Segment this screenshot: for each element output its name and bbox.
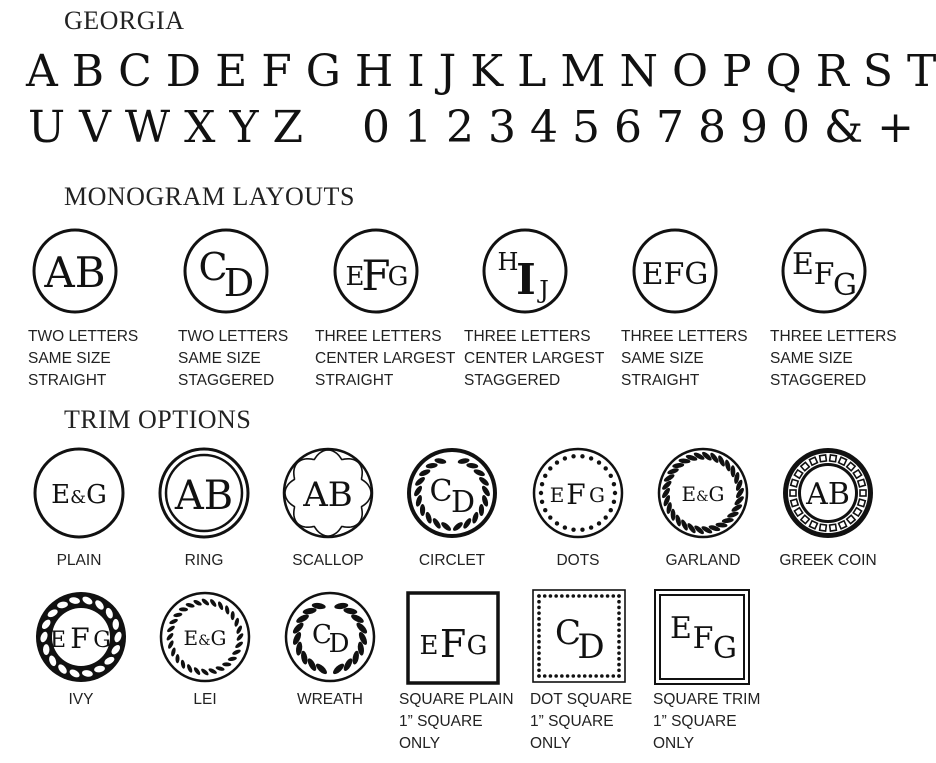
svg-text:J: J	[539, 276, 549, 304]
dot-ornament	[548, 466, 552, 470]
dot-ornament	[571, 528, 575, 532]
layout-caption: TWO LETTERS SAME SIZE STRAIGHT	[28, 328, 139, 389]
trim-garland-seal[interactable]	[656, 446, 750, 540]
glyph: J	[438, 46, 457, 97]
leaf-ornament	[186, 663, 193, 673]
glyph: 6	[614, 102, 642, 153]
layout-three-center-straight-seal[interactable]	[333, 228, 419, 314]
dot-ornament	[537, 606, 541, 610]
dot-ornament	[537, 640, 541, 644]
glyph: 5	[572, 102, 600, 153]
glyph: X	[184, 102, 216, 153]
leaf-ornament	[314, 662, 328, 676]
svg-text:G: G	[93, 628, 111, 653]
svg-text:E: E	[345, 262, 365, 292]
leaf-ornament	[224, 605, 230, 615]
svg-text:E&G: E&G	[51, 480, 107, 510]
glyph: W	[124, 102, 171, 153]
dot-ornament	[549, 594, 553, 598]
glyph: V	[79, 102, 111, 153]
trim-caption: SQUARE TRIM 1” SQUARE ONLY	[653, 691, 761, 752]
dot-ornament	[617, 606, 621, 610]
trim-caption: DOT SQUARE 1” SQUARE ONLY	[530, 691, 633, 752]
dot-ornament	[594, 594, 598, 598]
glyph: L	[517, 46, 547, 97]
dot-ornament	[540, 500, 544, 504]
leaf-ornament	[180, 659, 186, 669]
svg-text:EFG: EFG	[641, 257, 709, 292]
layout-three-same-staggered-seal[interactable]	[781, 228, 867, 314]
layout-caption: THREE LETTERS SAME SIZE STRAIGHT	[621, 328, 748, 389]
leaf-ornament	[200, 668, 210, 677]
dot-ornament	[589, 456, 593, 460]
trim-dots-seal[interactable]	[531, 446, 625, 540]
dot-ornament	[537, 657, 541, 661]
svg-text:AB: AB	[806, 477, 850, 512]
dot-ornament	[617, 657, 621, 661]
leaf-ornament	[672, 462, 684, 468]
dot-ornament	[617, 594, 621, 598]
dot-ornament	[537, 663, 541, 667]
leaf-ornament	[222, 662, 231, 666]
trim-dot-square-seal[interactable]	[531, 588, 627, 684]
dot-ornament	[617, 634, 621, 638]
dot-ornament	[600, 594, 604, 598]
dot-ornament	[539, 491, 543, 495]
glyph: E	[215, 46, 248, 97]
svg-text:F: F	[439, 622, 467, 666]
leaf-ornament	[300, 650, 309, 665]
dot-ornament	[609, 474, 613, 478]
dot-ornament	[589, 674, 593, 678]
dot-ornament	[543, 594, 547, 598]
glyph: Q	[765, 46, 802, 97]
dot-ornament	[617, 628, 621, 632]
svg-text:AB: AB	[174, 473, 234, 519]
leaf-ornament	[671, 509, 676, 521]
dot-ornament	[594, 674, 598, 678]
trim-caption: WREATH	[296, 691, 363, 708]
glyph: H	[354, 46, 394, 97]
trim-options-heading: TRIM OPTIONS	[64, 405, 252, 434]
font-name-heading: GEORGIA	[64, 6, 185, 35]
layout-two-same-staggered-seal[interactable]	[183, 228, 269, 314]
leaf-ornament	[232, 649, 242, 656]
glyph: N	[619, 46, 658, 97]
dot-ornament	[537, 668, 541, 672]
dot-ornament	[609, 508, 613, 512]
trim-plain-seal[interactable]	[32, 446, 126, 540]
trim-greek-coin-seal[interactable]	[781, 446, 875, 540]
svg-text:G: G	[466, 631, 488, 661]
glyph: 7	[656, 102, 684, 153]
dot-ornament	[563, 525, 567, 529]
svg-text:C: C	[312, 620, 332, 650]
leaf-ornament	[169, 618, 179, 625]
dot-ornament	[537, 594, 541, 598]
layout-caption: THREE LETTERS SAME SIZE STAGGERED	[770, 328, 897, 389]
dot-ornament	[617, 663, 621, 667]
glyph: +	[877, 102, 915, 153]
leaf-ornament	[234, 617, 240, 627]
leaf-ornament	[724, 459, 731, 472]
svg-text:G: G	[387, 262, 409, 292]
dot-ornament	[597, 460, 601, 464]
leaf-ornament	[234, 640, 244, 649]
trim-wreath-seal[interactable]	[283, 590, 377, 684]
leaf-ornament	[165, 632, 174, 642]
leaf-ornament	[201, 597, 211, 606]
leaf-ornament	[302, 607, 317, 615]
dot-ornament	[560, 594, 564, 598]
glyph: 0	[782, 102, 810, 153]
dot-ornament	[606, 594, 610, 598]
leaf-ornament	[185, 602, 195, 608]
dot-ornament	[537, 617, 541, 621]
glyph: 3	[488, 102, 516, 153]
dot-ornament	[612, 482, 616, 486]
dot-ornament	[577, 674, 581, 678]
svg-text:G: G	[713, 631, 737, 666]
leaf-ornament	[236, 632, 245, 642]
leaf-ornament	[179, 607, 188, 611]
svg-text:E&G: E&G	[681, 482, 725, 506]
glyph: O	[671, 46, 709, 97]
glyph: G	[305, 46, 341, 97]
leaf-ornament	[217, 601, 224, 611]
trim-caption: LEI	[193, 691, 217, 708]
leaf-ornament	[675, 514, 682, 527]
dot-ornament	[537, 651, 541, 655]
glyph: 8	[698, 102, 726, 153]
layout-caption: THREE LETTERS CENTER LARGEST STAGGERED	[464, 328, 605, 389]
svg-text:E: E	[792, 247, 814, 282]
glyph: M	[560, 46, 606, 97]
svg-text:F: F	[566, 478, 586, 511]
dot-ornament	[580, 454, 584, 458]
leaf-ornament	[173, 612, 183, 618]
leaf-ornament	[209, 598, 218, 608]
glyph: P	[722, 46, 752, 97]
dot-ornament	[617, 651, 621, 655]
glyph: Y	[229, 102, 259, 153]
svg-text:G: G	[589, 483, 605, 507]
glyph: R	[815, 46, 849, 97]
dot-ornament	[617, 646, 621, 650]
leaf-ornament	[722, 517, 734, 523]
dot-ornament	[583, 674, 587, 678]
dot-ornament	[580, 528, 584, 532]
dot-ornament	[617, 640, 621, 644]
alphabet-row-2	[28, 102, 303, 153]
dot-ornament	[612, 500, 616, 504]
svg-text:D: D	[223, 261, 255, 305]
dot-ornament	[613, 491, 617, 495]
dot-ornament	[571, 674, 575, 678]
glyph: 0	[362, 102, 390, 153]
trim-caption: DOTS	[556, 552, 600, 569]
dot-ornament	[617, 600, 621, 604]
leaf-ornament	[343, 607, 358, 615]
dot-ornament	[603, 466, 607, 470]
dot-ornament	[606, 674, 610, 678]
dot-ornament	[566, 594, 570, 598]
dot-ornament	[617, 617, 621, 621]
dot-ornament	[540, 482, 544, 486]
svg-text:D: D	[577, 627, 605, 667]
layout-two-same-straight-seal[interactable]	[32, 228, 118, 314]
dot-ornament	[611, 594, 615, 598]
dot-ornament	[611, 674, 615, 678]
leaf-ornament	[331, 662, 345, 676]
monogram-layouts-heading: MONOGRAM LAYOUTS	[64, 182, 355, 211]
glyph: A	[26, 46, 58, 97]
dot-ornament	[589, 525, 593, 529]
glyph: S	[862, 46, 894, 97]
svg-text:C: C	[429, 474, 453, 509]
trim-ivy-seal[interactable]	[34, 590, 128, 684]
dot-ornament	[571, 594, 575, 598]
dot-ornament	[617, 611, 621, 615]
leaf-ornament	[730, 465, 735, 477]
trim-ring-seal[interactable]	[157, 446, 251, 540]
svg-text:E: E	[419, 631, 439, 661]
dot-ornament	[600, 674, 604, 678]
leaf-ornament	[420, 504, 425, 516]
trim-circlet-seal[interactable]	[405, 446, 499, 540]
dot-ornament	[617, 668, 621, 672]
dot-ornament	[555, 521, 559, 525]
leaf-ornament	[193, 666, 202, 676]
dot-ornament	[563, 456, 567, 460]
dot-ornament	[560, 674, 564, 678]
trim-caption: CIRCLET	[418, 552, 486, 569]
dot-ornament	[617, 674, 621, 678]
svg-text:C: C	[198, 245, 228, 289]
leaf-ornament	[230, 611, 234, 620]
glyph: &	[824, 102, 864, 153]
dot-ornament	[543, 508, 547, 512]
dot-ornament	[537, 674, 541, 678]
svg-text:F: F	[692, 621, 714, 656]
glyph: I	[407, 46, 425, 97]
dot-ornament	[554, 674, 558, 678]
dot-ornament	[543, 674, 547, 678]
svg-text:F: F	[361, 251, 391, 300]
trim-caption: SCALLOP	[292, 552, 364, 569]
layout-caption: TWO LETTERS SAME SIZE STAGGERED	[178, 328, 289, 389]
dot-ornament	[589, 594, 593, 598]
trim-caption: IVY	[68, 691, 94, 708]
svg-text:I: I	[516, 255, 536, 304]
trim-caption: RING	[184, 552, 224, 569]
glyph: 9	[740, 102, 768, 153]
trim-caption: SQUARE PLAIN 1” SQUARE ONLY	[399, 691, 514, 752]
numerals-row	[362, 102, 914, 153]
svg-text:F: F	[70, 622, 90, 655]
dot-ornament	[537, 611, 541, 615]
leaf-ornament	[351, 650, 360, 665]
leaf-ornament	[166, 625, 176, 634]
glyph: 1	[404, 102, 432, 153]
svg-text:F: F	[813, 257, 835, 292]
layout-caption: THREE LETTERS CENTER LARGEST STRAIGHT	[315, 328, 456, 389]
dot-ornament	[537, 600, 541, 604]
leaf-ornament	[726, 511, 739, 519]
trim-lei-seal[interactable]	[158, 590, 252, 684]
leaf-ornament	[43, 644, 49, 655]
leaf-ornament	[215, 665, 225, 671]
trim-scallop-seal[interactable]	[281, 446, 375, 540]
svg-text:AB: AB	[44, 248, 106, 297]
glyph: D	[165, 46, 202, 97]
dot-ornament	[555, 460, 559, 464]
glyph: F	[261, 46, 292, 97]
trim-square-trim-seal[interactable]	[653, 588, 751, 686]
dot-ornament	[537, 646, 541, 650]
layout-three-same-straight-seal[interactable]	[632, 228, 718, 314]
svg-text:H: H	[497, 248, 519, 276]
glyph: T	[907, 46, 936, 97]
dot-ornament	[583, 594, 587, 598]
trim-square-plain-seal[interactable]	[405, 590, 501, 686]
leaf-ornament	[175, 654, 179, 663]
dot-ornament	[543, 474, 547, 478]
glyph: 2	[446, 102, 474, 153]
svg-text:G: G	[833, 268, 857, 303]
dot-ornament	[554, 594, 558, 598]
dot-ornament	[537, 628, 541, 632]
dot-ornament	[537, 634, 541, 638]
svg-text:AB: AB	[303, 475, 353, 515]
glyph: K	[470, 46, 504, 97]
dot-ornament	[566, 674, 570, 678]
dot-ornament	[537, 623, 541, 627]
alphabet-row-1	[26, 46, 936, 97]
svg-text:E: E	[549, 483, 565, 507]
svg-text:D: D	[328, 629, 350, 659]
glyph: 4	[530, 102, 558, 153]
dot-ornament	[571, 454, 575, 458]
svg-text:E: E	[49, 628, 67, 653]
svg-text:E&G: E&G	[183, 626, 227, 650]
svg-text:E: E	[670, 611, 692, 646]
svg-text:D: D	[450, 485, 476, 520]
glyph: C	[118, 46, 152, 97]
trim-caption: GARLAND	[665, 552, 741, 569]
leaf-ornament	[227, 656, 237, 662]
leaf-ornament	[667, 467, 680, 475]
dot-ornament	[548, 515, 552, 519]
dot-ornament	[617, 623, 621, 627]
trim-caption: PLAIN	[56, 552, 102, 569]
leaf-ornament	[170, 647, 176, 657]
leaf-ornament	[113, 619, 119, 630]
dot-ornament	[603, 515, 607, 519]
trim-caption: GREEK COIN	[779, 552, 877, 569]
dot-ornament	[549, 674, 553, 678]
dot-ornament	[577, 594, 581, 598]
glyph: U	[28, 102, 66, 153]
svg-text:C: C	[554, 613, 582, 653]
glyph: Z	[272, 102, 304, 153]
leaf-ornament	[479, 504, 484, 516]
glyph: B	[71, 46, 105, 97]
dot-ornament	[597, 521, 601, 525]
layout-three-center-staggered-seal[interactable]	[482, 228, 568, 314]
